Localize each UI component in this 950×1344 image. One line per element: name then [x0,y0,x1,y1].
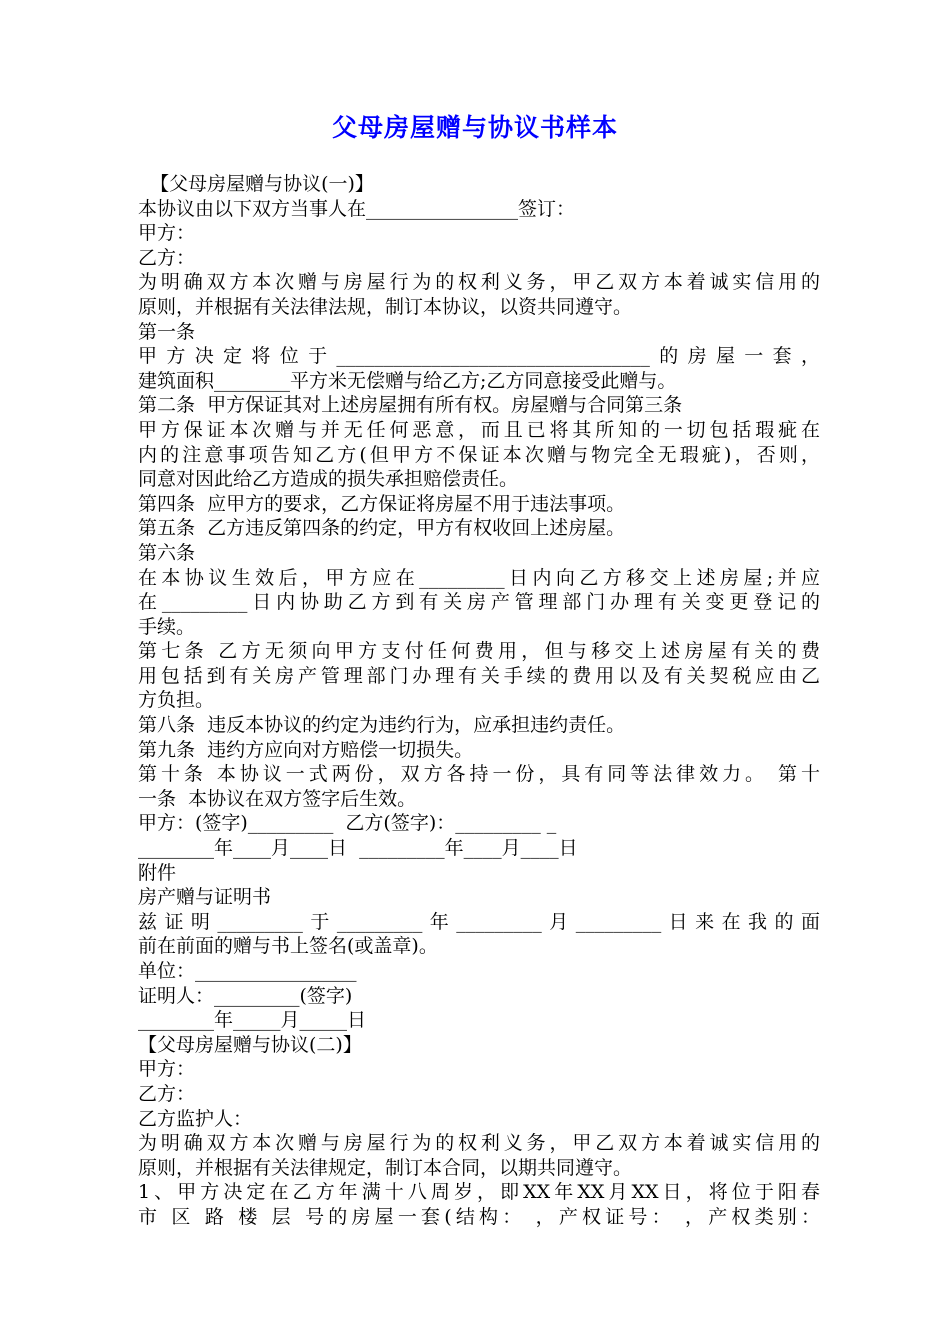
document-body [138,172,820,1230]
text-line: 第一条 [138,320,196,343]
text-line: 一条 本协议在双方签字后生效。 [138,787,417,810]
text-line: 第六条 [138,541,196,564]
text-line: ________年_____月_____日 [138,1009,367,1032]
document-title: 父母房屋赠与协议书样本 [331,113,618,142]
text-line: 第五条 乙方违反第四条的约定，甲方有权收回上述房屋。 [138,517,626,540]
text-line: 甲方： [138,1058,196,1081]
text-line: 手续。 [138,615,196,638]
text-line: 乙方监护人： [138,1107,253,1130]
text-line: 【父母房屋赠与协议(一)】 [138,173,374,195]
text-line: 原则，并根据有关法律法规，制订本协议，以资共同遵守。 [138,295,633,318]
text-line: 第九条 违约方应向对方赔偿一切损失。 [138,738,474,761]
text-line: 在本协议生效后，甲方应在_________日内向乙方移交上述房屋;并应 [138,566,820,589]
text-line: 方负担。 [138,689,215,712]
text-line: 同意对因此给乙方造成的损失承担赔偿责任。 [138,468,519,491]
text-line: 第四条 应甲方的要求，乙方保证将房屋不用于违法事项。 [138,492,626,515]
text-line: 附件 [138,861,177,884]
text-line: 原则，并根据有关法律规定，制订本合同，以期共同遵守。 [138,1156,633,1179]
text-line: ________年____月____日 _________年____月____日 [138,837,578,860]
text-line: 甲方保证本次赠与并无任何恶意，而且已将其所知的一切包括瑕疵在 [138,418,820,441]
text-line: 证明人：_________(签字) [138,984,353,1007]
text-line: 第八条 违反本协议的约定为违约行为，应承担违约责任。 [138,714,626,737]
text-line: 单位：_________________ [138,960,357,982]
text-line: 本协议由以下双方当事人在________________签订： [138,197,576,220]
text-line: 第十条 本协议一式两份，双方各持一份，具有同等法律效力。 第十 [138,763,820,786]
text-line: 兹证明_________于_________年_________月_________日来在我的面 [138,910,820,933]
text-line: 甲方： [138,222,196,245]
text-line: 房产赠与证明书 [138,886,272,909]
text-line: 市 区 路 楼 层 号的房屋一套(结构： ，产权证号： ，产权类别： [138,1205,820,1228]
text-line: 建筑面积________平方米无偿赠与给乙方;乙方同意接受此赠与。 [138,369,677,392]
text-line: 【父母房屋赠与协议(二)】 [138,1033,362,1056]
text-line: 第七条 乙方无须向甲方支付任何费用，但与移交上述房屋有关的费 [138,640,820,663]
text-line: 第二条 甲方保证其对上述房屋拥有所有权。房屋赠与合同第三条 [138,394,683,417]
text-line: 甲方：(签字)_________ 乙方(签字)：_________ _ [138,812,557,835]
text-line: 用包括到有关房产管理部门办理有关手续的费用以及有关契税应由乙 [138,664,820,687]
text-line: 甲方决定将位于_________________________________的房屋一套， [138,345,820,368]
text-line: 内的注意事项告知乙方(但甲方不保证本次赠与物完全无瑕疵)，否则， [138,443,820,466]
text-line: 为明确双方本次赠与房屋行为的权利义务，甲乙双方本着诚实信用的 [138,1132,820,1155]
text-line: 1、甲方决定在乙方年满十八周岁，即XX年XX月XX日，将位于阳春 [138,1181,820,1204]
text-line: 前在前面的赠与书上签名(或盖章)。 [138,935,438,958]
text-line: 乙方： [138,246,196,269]
text-line: 在_________日内协助乙方到有关房产管理部门办理有关变更登记的 [138,591,820,614]
text-line: 乙方： [138,1082,196,1105]
text-line: 为明确双方本次赠与房屋行为的权利义务，甲乙双方本着诚实信用的 [138,271,820,294]
